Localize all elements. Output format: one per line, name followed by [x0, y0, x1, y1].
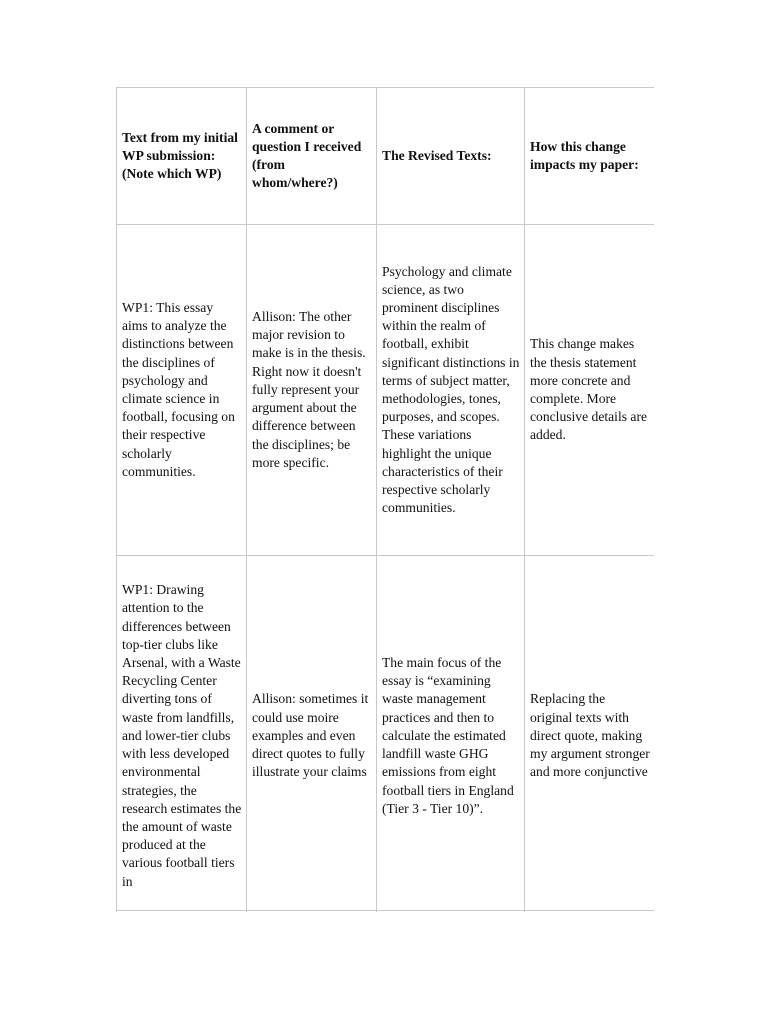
cell-comment: Allison: sometimes it could use moire examples and even direct quotes to fully illustrate your claims	[247, 556, 377, 913]
header-impact: How this change impacts my paper:	[525, 88, 655, 225]
table-header-row	[117, 88, 655, 225]
cell-comment: Allison: The other major revision to make is in the thesis. Right now it doesn't fully represent your argument about the difference between the disciplines; be more specific.	[247, 225, 377, 556]
table-row	[117, 225, 655, 556]
cell-impact: Replacing the original texts with direct quote, making my argument stronger and more conjunctive	[525, 556, 655, 913]
table-bottom-border	[116, 910, 654, 911]
cell-original-text: WP1: This essay aims to analyze the distinctions between the disciplines of psychology and climate science in football, focusing on their respective scholarly communities.	[117, 225, 247, 556]
header-original-text: Text from my initial WP submission: (Note which WP)	[117, 88, 247, 225]
cell-revised-text: The main focus of the essay is “examining waste management practices and then to calculate the estimated landfill waste GHG emissions from eight football tiers in England (Tier 3 - Tier 10)”.	[377, 556, 525, 913]
header-revised-text: The Revised Texts:	[377, 88, 525, 225]
table-viewport	[116, 87, 654, 912]
cell-original-text: WP1: Drawing attention to the differences between top-tier clubs like Arsenal, with a Waste Recycling Center diverting tons of waste from landfills, and lower-tier clubs with less developed environmental strategies, the research estimates the the amount of waste produced at the various football tiers in	[117, 556, 247, 913]
cell-revised-text: Psychology and climate science, as two prominent disciplines within the realm of football, exhibit significant distinctions in terms of subject matter, methodologies, tones, purposes, and scopes. These variations highlight the unique characteristics of their respective scholarly communities.	[377, 225, 525, 556]
revision-table	[116, 87, 654, 912]
header-comment: A comment or question I received (from whom/where?)	[247, 88, 377, 225]
table-row	[117, 556, 655, 913]
cell-impact: This change makes the thesis statement more concrete and complete. More conclusive details are added.	[525, 225, 655, 556]
